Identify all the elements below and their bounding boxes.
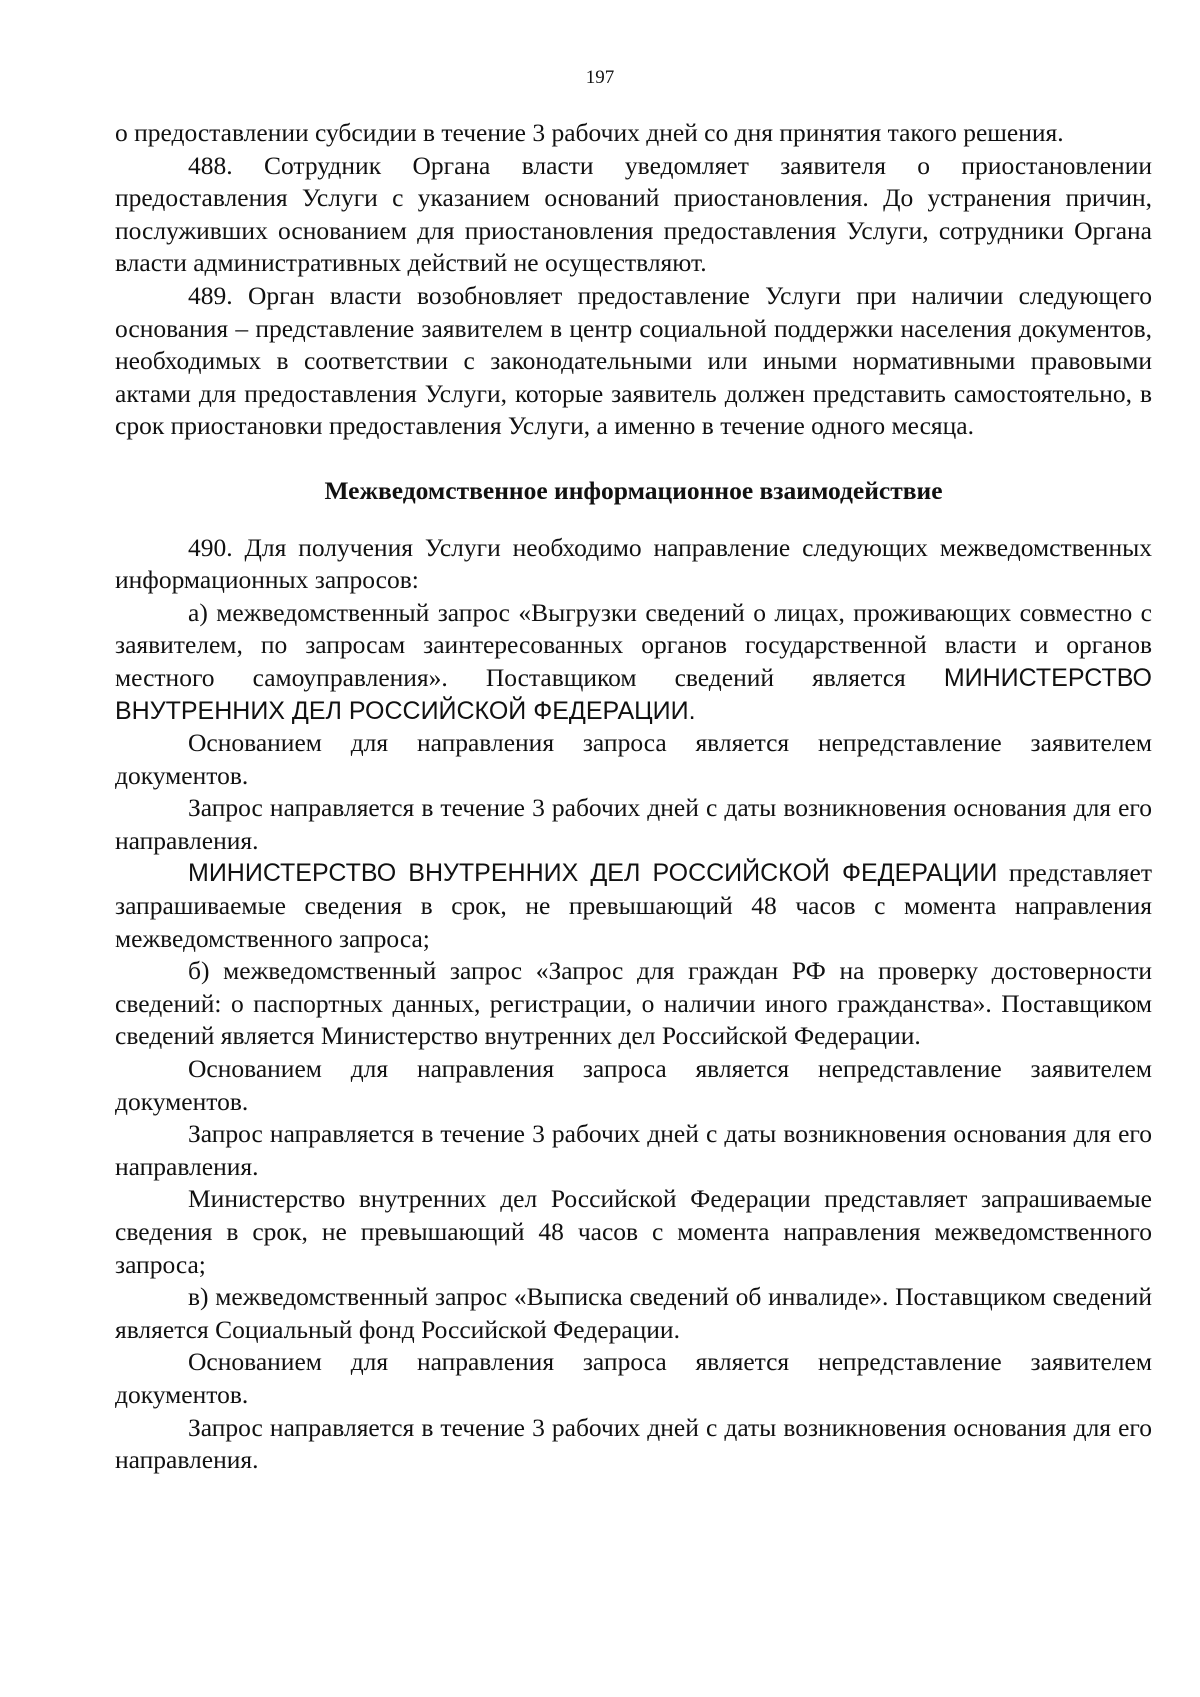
request-b-basis: Основанием для направления запроса является непредставление заявителем документов. (115, 1054, 1152, 1116)
request-c-timing: Запрос направляется в течение 3 рабочих дней с даты возникновения основания для его направления. (115, 1412, 1152, 1475)
request-a-response-text: представляет запрашиваемые сведения в срок, не превышающий 48 часов с момента направления межведомственного запроса; (115, 858, 1152, 953)
section-heading: Межведомственное информационное взаимодействие (324, 475, 943, 505)
request-b-response: Министерство внутренних дел Российской Федерации представляет запрашиваемые сведения в срок, не превышающий 48 часов с момента направления межведомственного запроса; (115, 1184, 1152, 1279)
request-c-basis: Основанием для направления запроса является непредставление заявителем документов. (115, 1347, 1152, 1409)
request-a (115, 597, 1152, 727)
request-b-timing: Запрос направляется в течение 3 рабочих дней с даты возникновения основания для его направления. (115, 1119, 1152, 1181)
page-number: 197 (585, 67, 615, 88)
paragraph-489: 489. Орган власти возобновляет предоставление Услуги при наличии следующего основания – представление заявителем в центр социальной поддержки населения документов, необходимых в соответствии с законодательными или иными нормативными правовыми актами для предоставления Услуги, которые заявитель должен представить самостоятельно, в срок приостановки предоставления Услуги, а именно в течение одного месяца. (115, 280, 1152, 441)
request-c: в) межведомственный запрос «Выписка сведений об инвалиде». Поставщиком сведений является Социальный фонд Российской Федерации. (115, 1282, 1152, 1344)
request-b: б) межведомственный запрос «Запрос для граждан РФ на проверку достоверности сведений: о паспортных данных, регистрации, о наличии иного гражданства». Поставщиком сведений является Министерство внутренних дел Российской Федерации. (115, 956, 1152, 1051)
paragraph-488: 488. Сотрудник Органа власти уведомляет заявителя о приостановлении предоставления Услуги с указанием оснований приостановления. До устранения причин, послуживших основанием для приостановления предоставления Услуги, сотрудники Органа власти административных действий не осуществляют. (115, 150, 1152, 278)
request-a-response (115, 857, 1152, 955)
request-a-text: а) межведомственный запрос «Выгрузки сведений о лицах, проживающих совместно с заявителем, по запросам заинтересованных органов государственной власти и органов местного самоуправления». Поставщиком сведений является (115, 597, 1152, 692)
request-a-supplier: МИНИСТЕРСТВО ВНУТРЕННИХ ДЕЛ РОССИЙСКОЙ ФЕДЕРАЦИИ. (115, 663, 1152, 725)
request-a-basis: Основанием для направления запроса является непредставление заявителем документов. (115, 728, 1152, 790)
request-a-timing: Запрос направляется в течение 3 рабочих дней с даты возникновения основания для его направления. (115, 793, 1152, 855)
request-a-response-agency: МИНИСТЕРСТВО ВНУТРЕННИХ ДЕЛ РОССИЙСКОЙ ФЕДЕРАЦИИ (188, 859, 998, 888)
paragraph-490: 490. Для получения Услуги необходимо направление следующих межведомственных информационных запросов: (115, 532, 1152, 595)
paragraph-continuation: о предоставлении субсидии в течение 3 рабочих дней со дня принятия такого решения. (115, 118, 1064, 147)
document-body (115, 117, 1152, 1477)
